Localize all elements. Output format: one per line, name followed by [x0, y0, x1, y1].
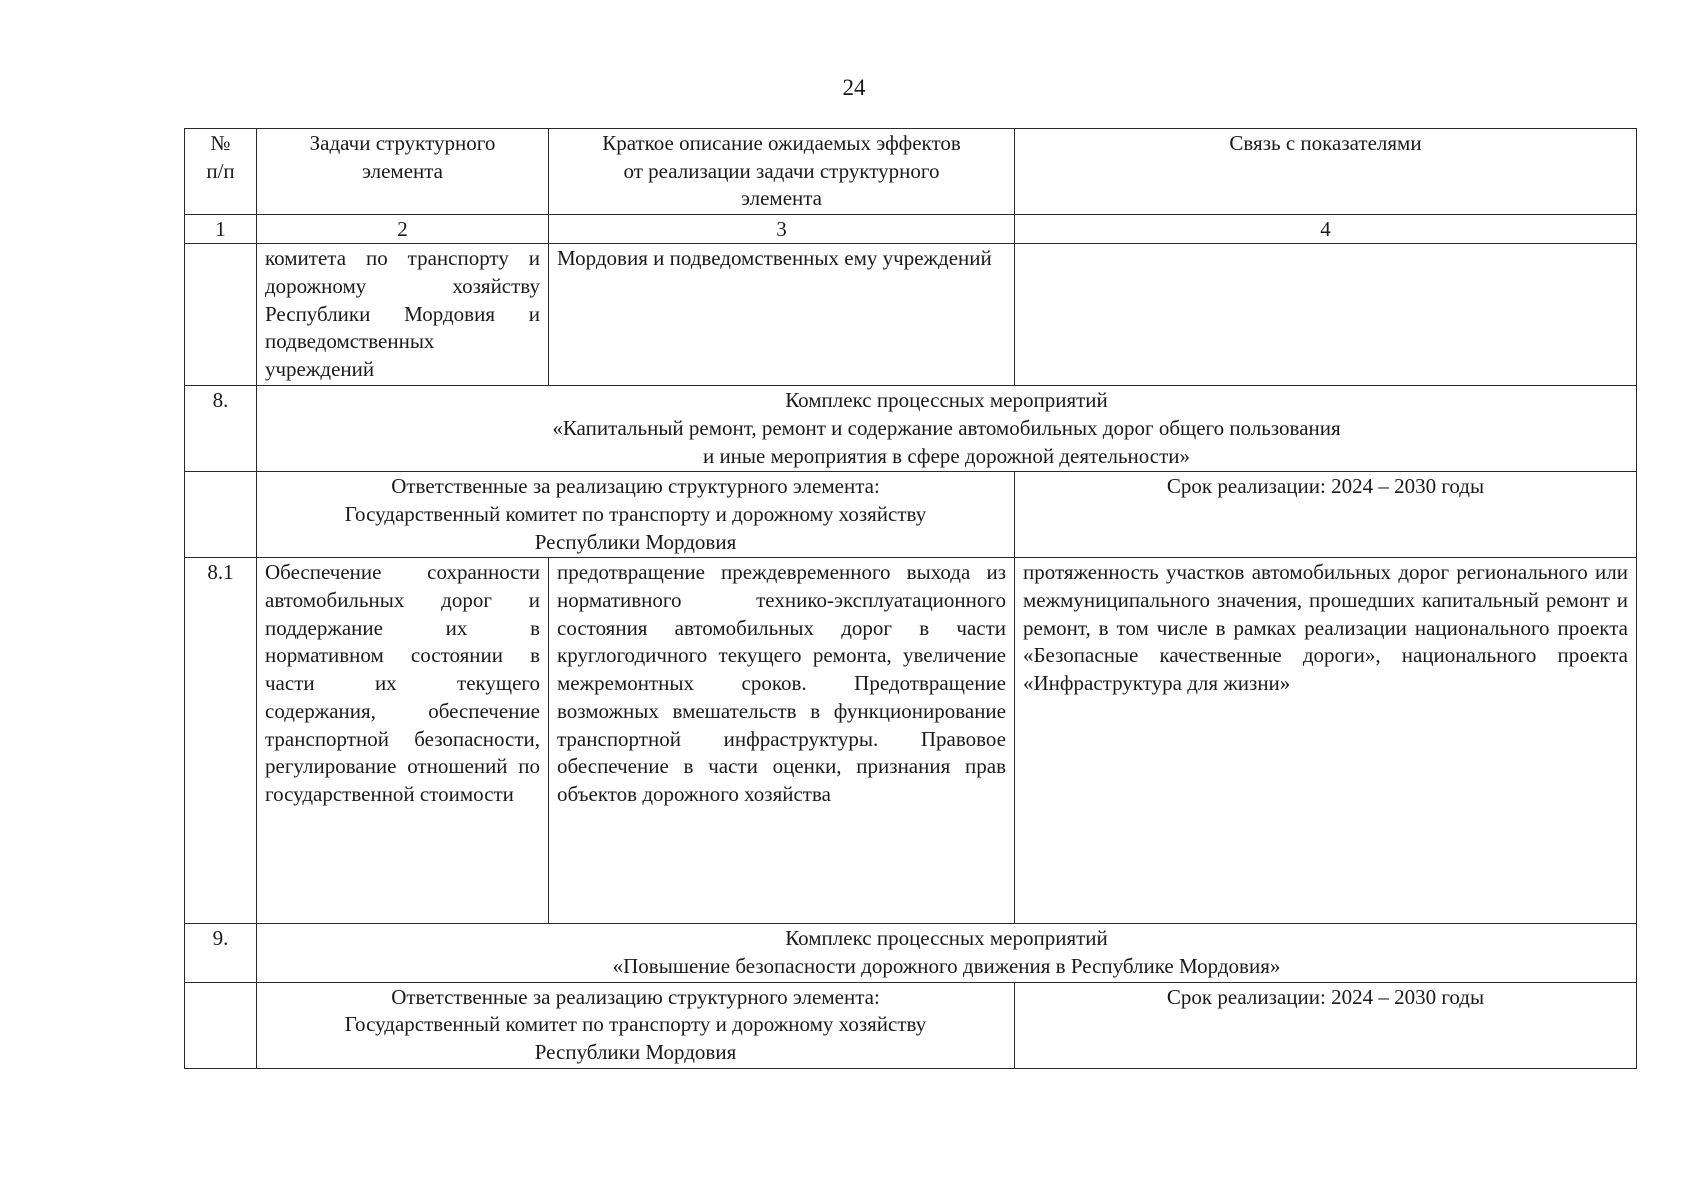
page-number: 24: [842, 75, 866, 100]
row-number: 8.1: [185, 558, 257, 924]
header-tasks: Задачи структурного элемента: [257, 129, 549, 215]
section-title-row: [185, 924, 1637, 982]
column-number: 2: [257, 215, 549, 244]
responsible-row: [185, 472, 1637, 558]
task-cell: комитета по транспорту и дорожному хозяйству Республики Мордовия и подведомственных учреждений: [257, 244, 549, 386]
responsible-cell: Ответственные за реализацию структурного элемента: Государственный комитет по транспорту и дорожному хозяйству Республики Мордовия: [257, 472, 1015, 558]
row-number: [185, 472, 257, 558]
column-number: 3: [549, 215, 1015, 244]
column-number-row: [185, 215, 1637, 244]
structural-elements-table: [184, 128, 1637, 1069]
column-number: 4: [1015, 215, 1637, 244]
period-cell: Срок реализации: 2024 – 2030 годы: [1015, 472, 1637, 558]
table-row: [185, 558, 1637, 924]
table-row: [185, 244, 1637, 386]
column-number: 1: [185, 215, 257, 244]
effects-cell: предотвращение преждевременного выхода из нормативного технико-эксплуатационного состояния автомобильных дорог в части круглогодичного текущего ремонта, увеличение межремонтных сроков. Предотвращение возможных вмешательств в функционирование транспортной инфраструктуры. Правовое обеспечение в части оценки, признания прав объектов дорожного хозяйства: [549, 558, 1015, 924]
table-header-row: [185, 129, 1637, 215]
effects-cell: Мордовия и подведомственных ему учреждений: [549, 244, 1015, 386]
indicators-cell: [1015, 244, 1637, 386]
header-indicators: Связь с показателями: [1015, 129, 1637, 215]
responsible-cell: Ответственные за реализацию структурного элемента: Государственный комитет по транспорту и дорожному хозяйству Республики Мордовия: [257, 982, 1015, 1068]
row-number: [185, 244, 257, 386]
header-number: № п/п: [185, 129, 257, 215]
section-title: Комплекс процессных мероприятий «Капитальный ремонт, ремонт и содержание автомобильных дорог общего пользования и иные мероприятия в сфере дорожной деятельности»: [257, 386, 1637, 472]
header-effects: Краткое описание ожидаемых эффектов от реализации задачи структурного элемента: [549, 129, 1015, 215]
row-number: [185, 982, 257, 1068]
task-cell: Обеспечение сохранности автомобильных дорог и поддержание их в нормативном состоянии в части их текущего содержания, обеспечение транспортной безопасности, регулирование отношений по государственной стоимости: [257, 558, 549, 924]
indicators-cell: протяженность участков автомобильных дорог регионального или межмуниципального значения, прошедших капитальный ремонт и ремонт, в том числе в рамках реализации национального проекта «Безопасные качественные дороги», национального проекта «Инфраструктура для жизни»: [1015, 558, 1637, 924]
section-number: 8.: [185, 386, 257, 472]
responsible-row: [185, 982, 1637, 1068]
section-number: 9.: [185, 924, 257, 982]
section-title-row: [185, 386, 1637, 472]
section-title: Комплекс процессных мероприятий «Повышение безопасности дорожного движения в Республике Мордовия»: [257, 924, 1637, 982]
period-cell: Срок реализации: 2024 – 2030 годы: [1015, 982, 1637, 1068]
